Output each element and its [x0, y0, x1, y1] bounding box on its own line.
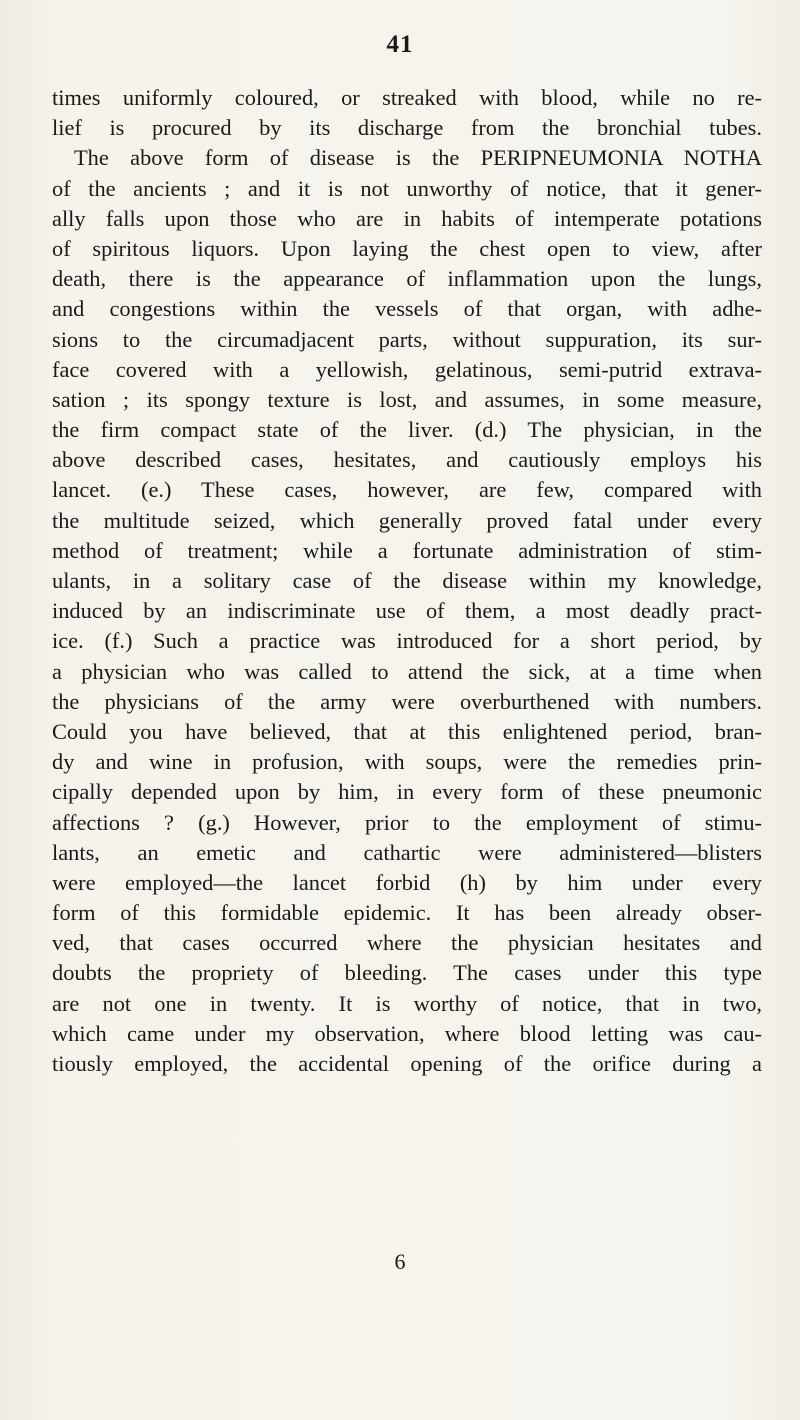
text-line: ally falls upon those who are in habits of intemperate potations: [52, 205, 762, 231]
text-line: are not one in twenty. It is worthy of notice, that in two,: [52, 990, 762, 1016]
text-line: which came under my observation, where blood letting was cau-: [52, 1020, 762, 1046]
text-line: dy and wine in profusion, with soups, were the remedies prin-: [52, 749, 762, 775]
text-line: cipally depended upon by him, in every form of these pneumonic: [52, 779, 762, 805]
text-line: induced by an indiscriminate use of them, a most deadly pract-: [52, 598, 762, 624]
text-line: death, there is the appearance of inflammation upon the lungs,: [52, 266, 762, 292]
text-line: above described cases, hesitates, and cautiously employs his: [52, 447, 762, 473]
text-line: a physician who was called to attend the sick, at a time when: [52, 658, 762, 684]
text-line: The above form of disease is the PERIPNEUMONIA NOTHA: [74, 145, 762, 171]
text-line: sation ; its spongy texture is lost, and assumes, in some measure,: [52, 386, 762, 412]
text-line: lancet. (e.) These cases, however, are few, compared with: [52, 477, 762, 503]
text-line: ved, that cases occurred where the physician hesitates and: [52, 930, 762, 956]
text-line: the firm compact state of the liver. (d.) The physician, in the: [52, 417, 762, 443]
text-line: method of treatment; while a fortunate administration of stim-: [52, 537, 762, 563]
text-line: lants, an emetic and cathartic were administered—blisters: [52, 839, 762, 865]
text-line: face covered with a yellowish, gelatinous, semi-putrid extrava-: [52, 356, 762, 382]
text-line: doubts the propriety of bleeding. The cases under this type: [52, 960, 762, 986]
text-line: ice. (f.) Such a practice was introduced for a short period, by: [52, 628, 762, 654]
text-line: times uniformly coloured, or streaked with blood, while no re-: [52, 85, 762, 110]
text-line: affections ? (g.) However, prior to the employment of stimu-: [52, 809, 762, 835]
text-line: the multitude seized, which generally proved fatal under every: [52, 507, 762, 533]
signature-mark: 6: [394, 1249, 406, 1274]
text-line: lief is procured by its discharge from the bronchial tubes.: [52, 115, 762, 141]
text-line: sions to the circumadjacent parts, without suppuration, its sur-: [52, 326, 762, 352]
text-line: ulants, in a solitary case of the disease within my knowledge,: [52, 568, 762, 593]
text-line: and congestions within the vessels of that organ, with adhe-: [52, 296, 762, 322]
text-line: were employed—the lancet forbid (h) by him under every: [52, 869, 762, 895]
body-text: [52, 83, 762, 1079]
text-line: Could you have believed, that at this enlightened period, bran-: [52, 718, 762, 744]
text-line: form of this formidable epidemic. It has been already obser-: [52, 900, 762, 926]
text-line: of the ancients ; and it is not unworthy of notice, that it gener-: [52, 175, 762, 201]
text-line: tiously employed, the accidental opening of the orifice during a: [52, 1051, 762, 1076]
text-line: the physicians of the army were overburthened with numbers.: [52, 688, 762, 714]
page-number: 41: [386, 31, 414, 58]
text-line: of spiritous liquors. Upon laying the chest open to view, after: [52, 235, 762, 261]
